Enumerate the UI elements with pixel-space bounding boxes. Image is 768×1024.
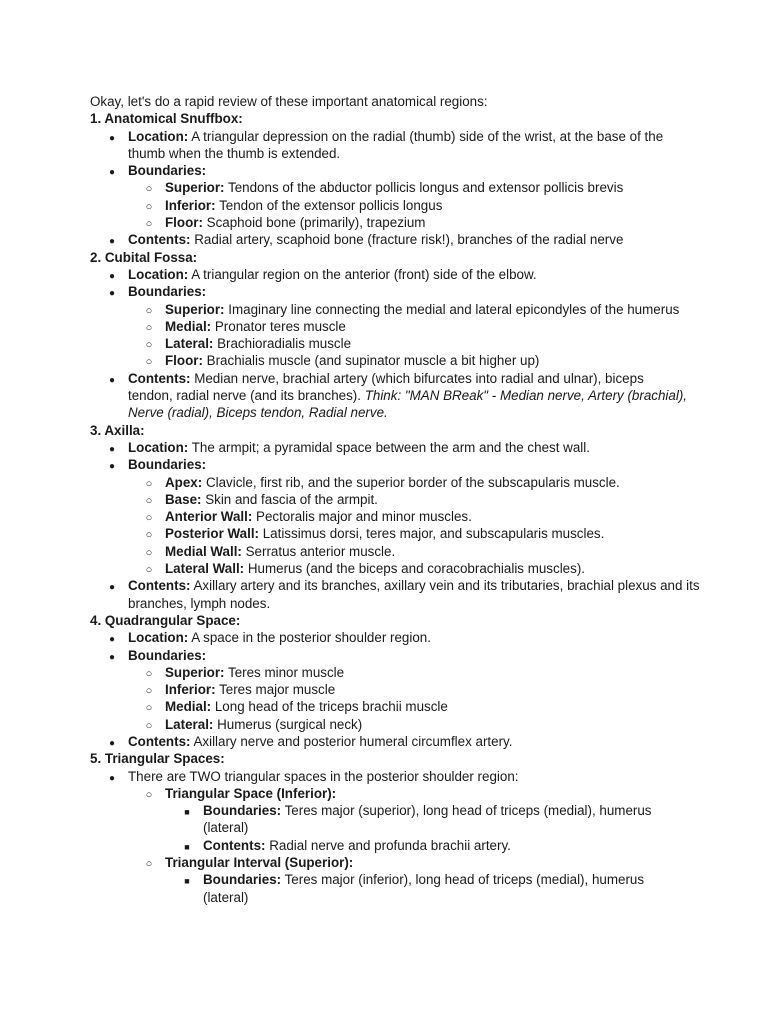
list-item: ● Contents: Axillary artery and its branches, axillary vein and its tributaries, brachial plexus and its branches, lymph nodes.	[90, 577, 718, 612]
list-item: ○ Medial: Long head of the triceps brachii muscle	[90, 698, 690, 715]
section-heading: 3. Axilla:	[90, 422, 145, 438]
list-item: ○ Lateral Wall: Humerus (and the biceps and coracobrachialis muscles).	[90, 560, 690, 577]
list-item: ○ Base: Skin and fascia of the armpit.	[90, 491, 690, 508]
list-item: ○ Medial: Pronator teres muscle	[90, 318, 690, 335]
list-item: ● Location: A triangular depression on the radial (thumb) side of the wrist, at the base of the thumb when the thumb is extended.	[90, 128, 690, 163]
list-item: ● Contents: Radial artery, scaphoid bone (fracture risk!), branches of the radial nerve	[90, 231, 690, 248]
list-item: ■ Boundaries: Teres major (superior), long head of triceps (medial), humerus (lateral)	[90, 802, 683, 837]
bullet-disc-icon	[105, 128, 119, 147]
list-item: ○ Triangular Interval (Superior):	[90, 854, 690, 871]
list-item: ○ Superior: Imaginary line connecting the medial and lateral epicondyles of the humerus	[90, 301, 720, 318]
list-item: ○ Inferior: Tendon of the extensor pollicis longus	[90, 197, 690, 214]
list-item: ○ Apex: Clavicle, first rib, and the superior border of the subscapularis muscle.	[90, 474, 690, 491]
list-item: ○ Superior: Teres minor muscle	[90, 664, 690, 681]
list-item: ○ Floor: Scaphoid bone (primarily), trapezium	[90, 214, 690, 231]
list-item: ● Boundaries:	[90, 647, 690, 664]
section-heading: 2. Cubital Fossa:	[90, 249, 198, 265]
list-item: ○ Medial Wall: Serratus anterior muscle.	[90, 543, 690, 560]
bullet-disc-icon	[105, 370, 119, 389]
list-item: ● Contents: Median nerve, brachial artery (which bifurcates into radial and ulnar), biceps tendon, radial nerve (and its branches). Think: "MAN BReak" - Median nerve, Artery (brachial), Nerve (radial), Biceps tendon, Radial nerve.	[90, 370, 688, 422]
list-item: ○ Triangular Space (Inferior):	[90, 785, 690, 802]
list-item: ● Boundaries:	[90, 283, 690, 300]
list-item: ○ Posterior Wall: Latissimus dorsi, teres major, and subscapularis muscles.	[90, 525, 690, 542]
list-item: ● Contents: Axillary nerve and posterior humeral circumflex artery.	[90, 733, 690, 750]
bullet-square-icon	[180, 802, 194, 821]
list-item: ● Boundaries:	[90, 162, 690, 179]
list-item: ○ Anterior Wall: Pectoralis major and minor muscles.	[90, 508, 690, 525]
list-item: ○ Superior: Tendons of the abductor pollicis longus and extensor pollicis brevis	[90, 179, 690, 196]
list-item: ■ Boundaries: Teres major (inferior), long head of triceps (medial), humerus (lateral)	[90, 871, 683, 906]
document-body	[90, 93, 700, 906]
list-item: ● Location: A triangular region on the anterior (front) side of the elbow.	[90, 266, 690, 283]
list-item: ● Location: A space in the posterior shoulder region.	[90, 629, 690, 646]
list-item: ○ Floor: Brachialis muscle (and supinator muscle a bit higher up)	[90, 352, 690, 369]
list-item: ○ Lateral: Brachioradialis muscle	[90, 335, 690, 352]
intro-text: Okay, let's do a rapid review of these important anatomical regions:	[90, 94, 488, 109]
list-item: ■ Contents: Radial nerve and profunda brachii artery.	[90, 837, 690, 854]
list-item: ● Boundaries:	[90, 456, 690, 473]
section-heading: 5. Triangular Spaces:	[90, 751, 225, 767]
list-item: ● There are TWO triangular spaces in the posterior shoulder region:	[90, 768, 690, 785]
bullet-square-icon	[180, 871, 194, 890]
section-heading: 4. Quadrangular Space:	[90, 612, 241, 628]
section-heading: 1. Anatomical Snuffbox:	[90, 111, 243, 127]
list-item: ○ Inferior: Teres major muscle	[90, 681, 690, 698]
list-item: ● Location: The armpit; a pyramidal space between the arm and the chest wall.	[90, 439, 690, 456]
bullet-disc-icon	[105, 577, 119, 596]
list-item: ○ Lateral: Humerus (surgical neck)	[90, 716, 690, 733]
